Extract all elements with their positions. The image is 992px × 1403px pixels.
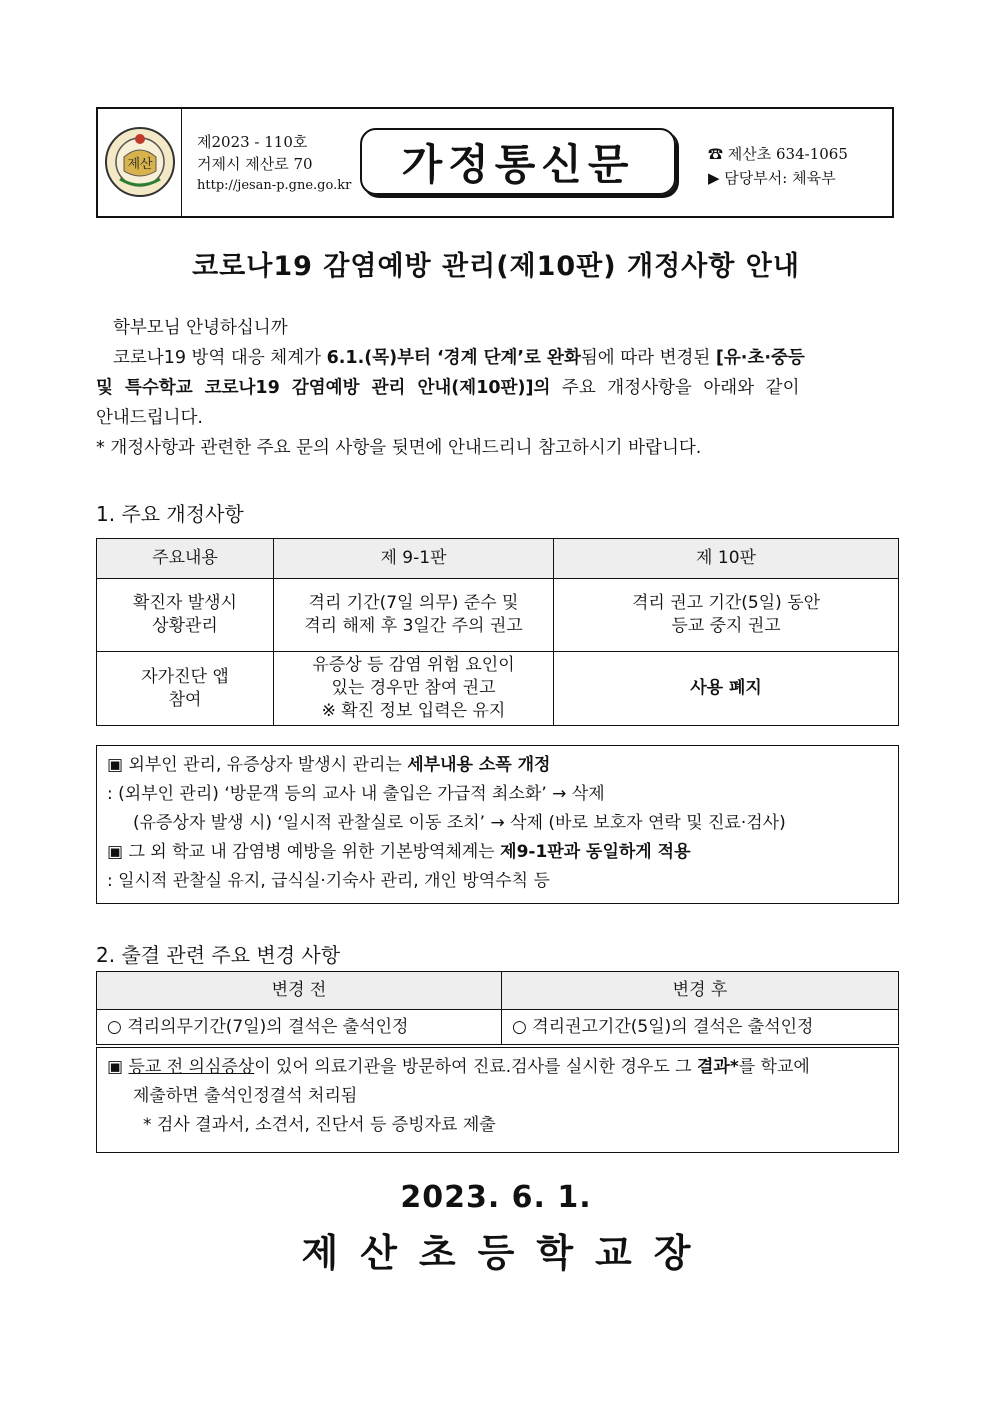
note-line: ▣ 등교 전 의심증상이 있어 의료기관을 방문하여 진료.검사를 실시한 경우도 그 결과*를 학교에: [107, 1057, 810, 1077]
header-cell: 변경 전: [97, 972, 502, 1010]
greeting: 학부모님 안녕하십니까: [113, 318, 288, 338]
principal-signature: 제산초등학교장: [301, 1231, 713, 1275]
header-cell: 제 9-1판: [274, 539, 554, 579]
topic-cell: 자가진단 앱 참여: [97, 652, 274, 726]
note-line: (유증상자 발생 시) ‘일시적 관찰실로 이동 조치’ → 삭제 (바로 보호자 연락 및 진료·검사): [133, 813, 786, 833]
old-rule-cell: 유증상 등 감염 위험 요인이 있는 경우만 참여 권고 ※ 확진 정보 입력은 유지: [274, 652, 554, 726]
school-url[interactable]: http://jesan-p.gne.go.kr: [197, 178, 352, 193]
department: ▶ 담당부서: 체육부: [708, 169, 836, 187]
old-rule-cell: 격리 기간(7일 의무) 준수 및 격리 해제 후 3일간 주의 권고: [274, 579, 554, 652]
revision-notes-box: [96, 745, 899, 904]
before-cell: ○ 격리의무기간(7일)의 결석은 출석인정: [97, 1010, 502, 1045]
phone-number: ☎ 제산초 634-1065: [708, 145, 848, 163]
table-header-row: [97, 539, 899, 579]
issue-date: 2023. 6. 1.: [400, 1180, 592, 1215]
table-header-row: [97, 972, 899, 1010]
contact-info: [708, 142, 848, 190]
newsletter-title: 가정통신문: [360, 128, 676, 195]
note-line: ▣ 그 외 학교 내 감염병 예방을 위한 기본방역체계는 제9-1판과 동일하게 적용: [107, 842, 691, 862]
note-line: : 일시적 관찰실 유지, 급식실·기숙사 관리, 개인 방역수칙 등: [107, 871, 550, 891]
note-line: : (외부인 관리) ‘방문객 등의 교사 내 출입은 가급적 최소화’ → 삭제: [107, 784, 605, 804]
header-cell: 주요내용: [97, 539, 274, 579]
new-rule-cell: 격리 권고 기간(5일) 동안 등교 중지 권고: [554, 579, 899, 652]
letterhead-box: [96, 107, 894, 218]
attendance-table: [96, 971, 899, 1045]
intro-line-1: 코로나19 방역 대응 체계가 6.1.(목)부터 ‘경계 단계’로 완화됨에 따라 변경된 [유·초·중등: [113, 348, 805, 368]
new-rule-cell: 사용 폐지: [554, 652, 899, 726]
intro-paragraph: [96, 313, 896, 463]
document-title: 코로나19 감염예방 관리(제10판) 개정사항 안내: [192, 251, 800, 282]
section-2-heading: 2. 출결 관련 주요 변경 사항: [96, 943, 341, 967]
after-cell: ○ 격리권고기간(5일)의 결석은 출석인정: [502, 1010, 899, 1045]
school-emblem-icon: [98, 109, 182, 216]
table-row: [97, 1010, 899, 1045]
topic-cell: 확진자 발생시 상황관리: [97, 579, 274, 652]
school-address: 거제시 제산로 70: [197, 155, 313, 173]
table-row: [97, 579, 899, 652]
note-line: ▣ 외부인 관리, 유증상자 발생시 관리는 세부내용 소폭 개정: [107, 755, 551, 775]
school-info: [197, 131, 351, 197]
header-cell: 제 10판: [554, 539, 899, 579]
issue-number: 제2023 - 110호: [197, 133, 308, 151]
header-cell: 변경 후: [502, 972, 899, 1010]
attendance-notes-box: [96, 1047, 899, 1153]
logo-text: 제산: [127, 157, 153, 172]
table-row: [97, 652, 899, 726]
school-logo-cell: [98, 109, 182, 216]
note-line: * 검사 결과서, 소견서, 진단서 등 증빙자료 제출: [143, 1115, 496, 1135]
intro-line-3: 안내드립니다.: [96, 408, 203, 428]
intro-note: * 개정사항과 관련한 주요 문의 사항을 뒷면에 안내드리니 참고하시기 바랍니다.: [96, 438, 702, 458]
section-1-heading: 1. 주요 개정사항: [96, 502, 244, 526]
revision-table: [96, 538, 899, 726]
note-line: 제출하면 출석인정결석 처리됨: [133, 1086, 358, 1106]
intro-line-2: 및 특수학교 코로나19 감염예방 관리 안내(제10판)]의 주요 개정사항을 아래와 같이: [96, 378, 800, 398]
